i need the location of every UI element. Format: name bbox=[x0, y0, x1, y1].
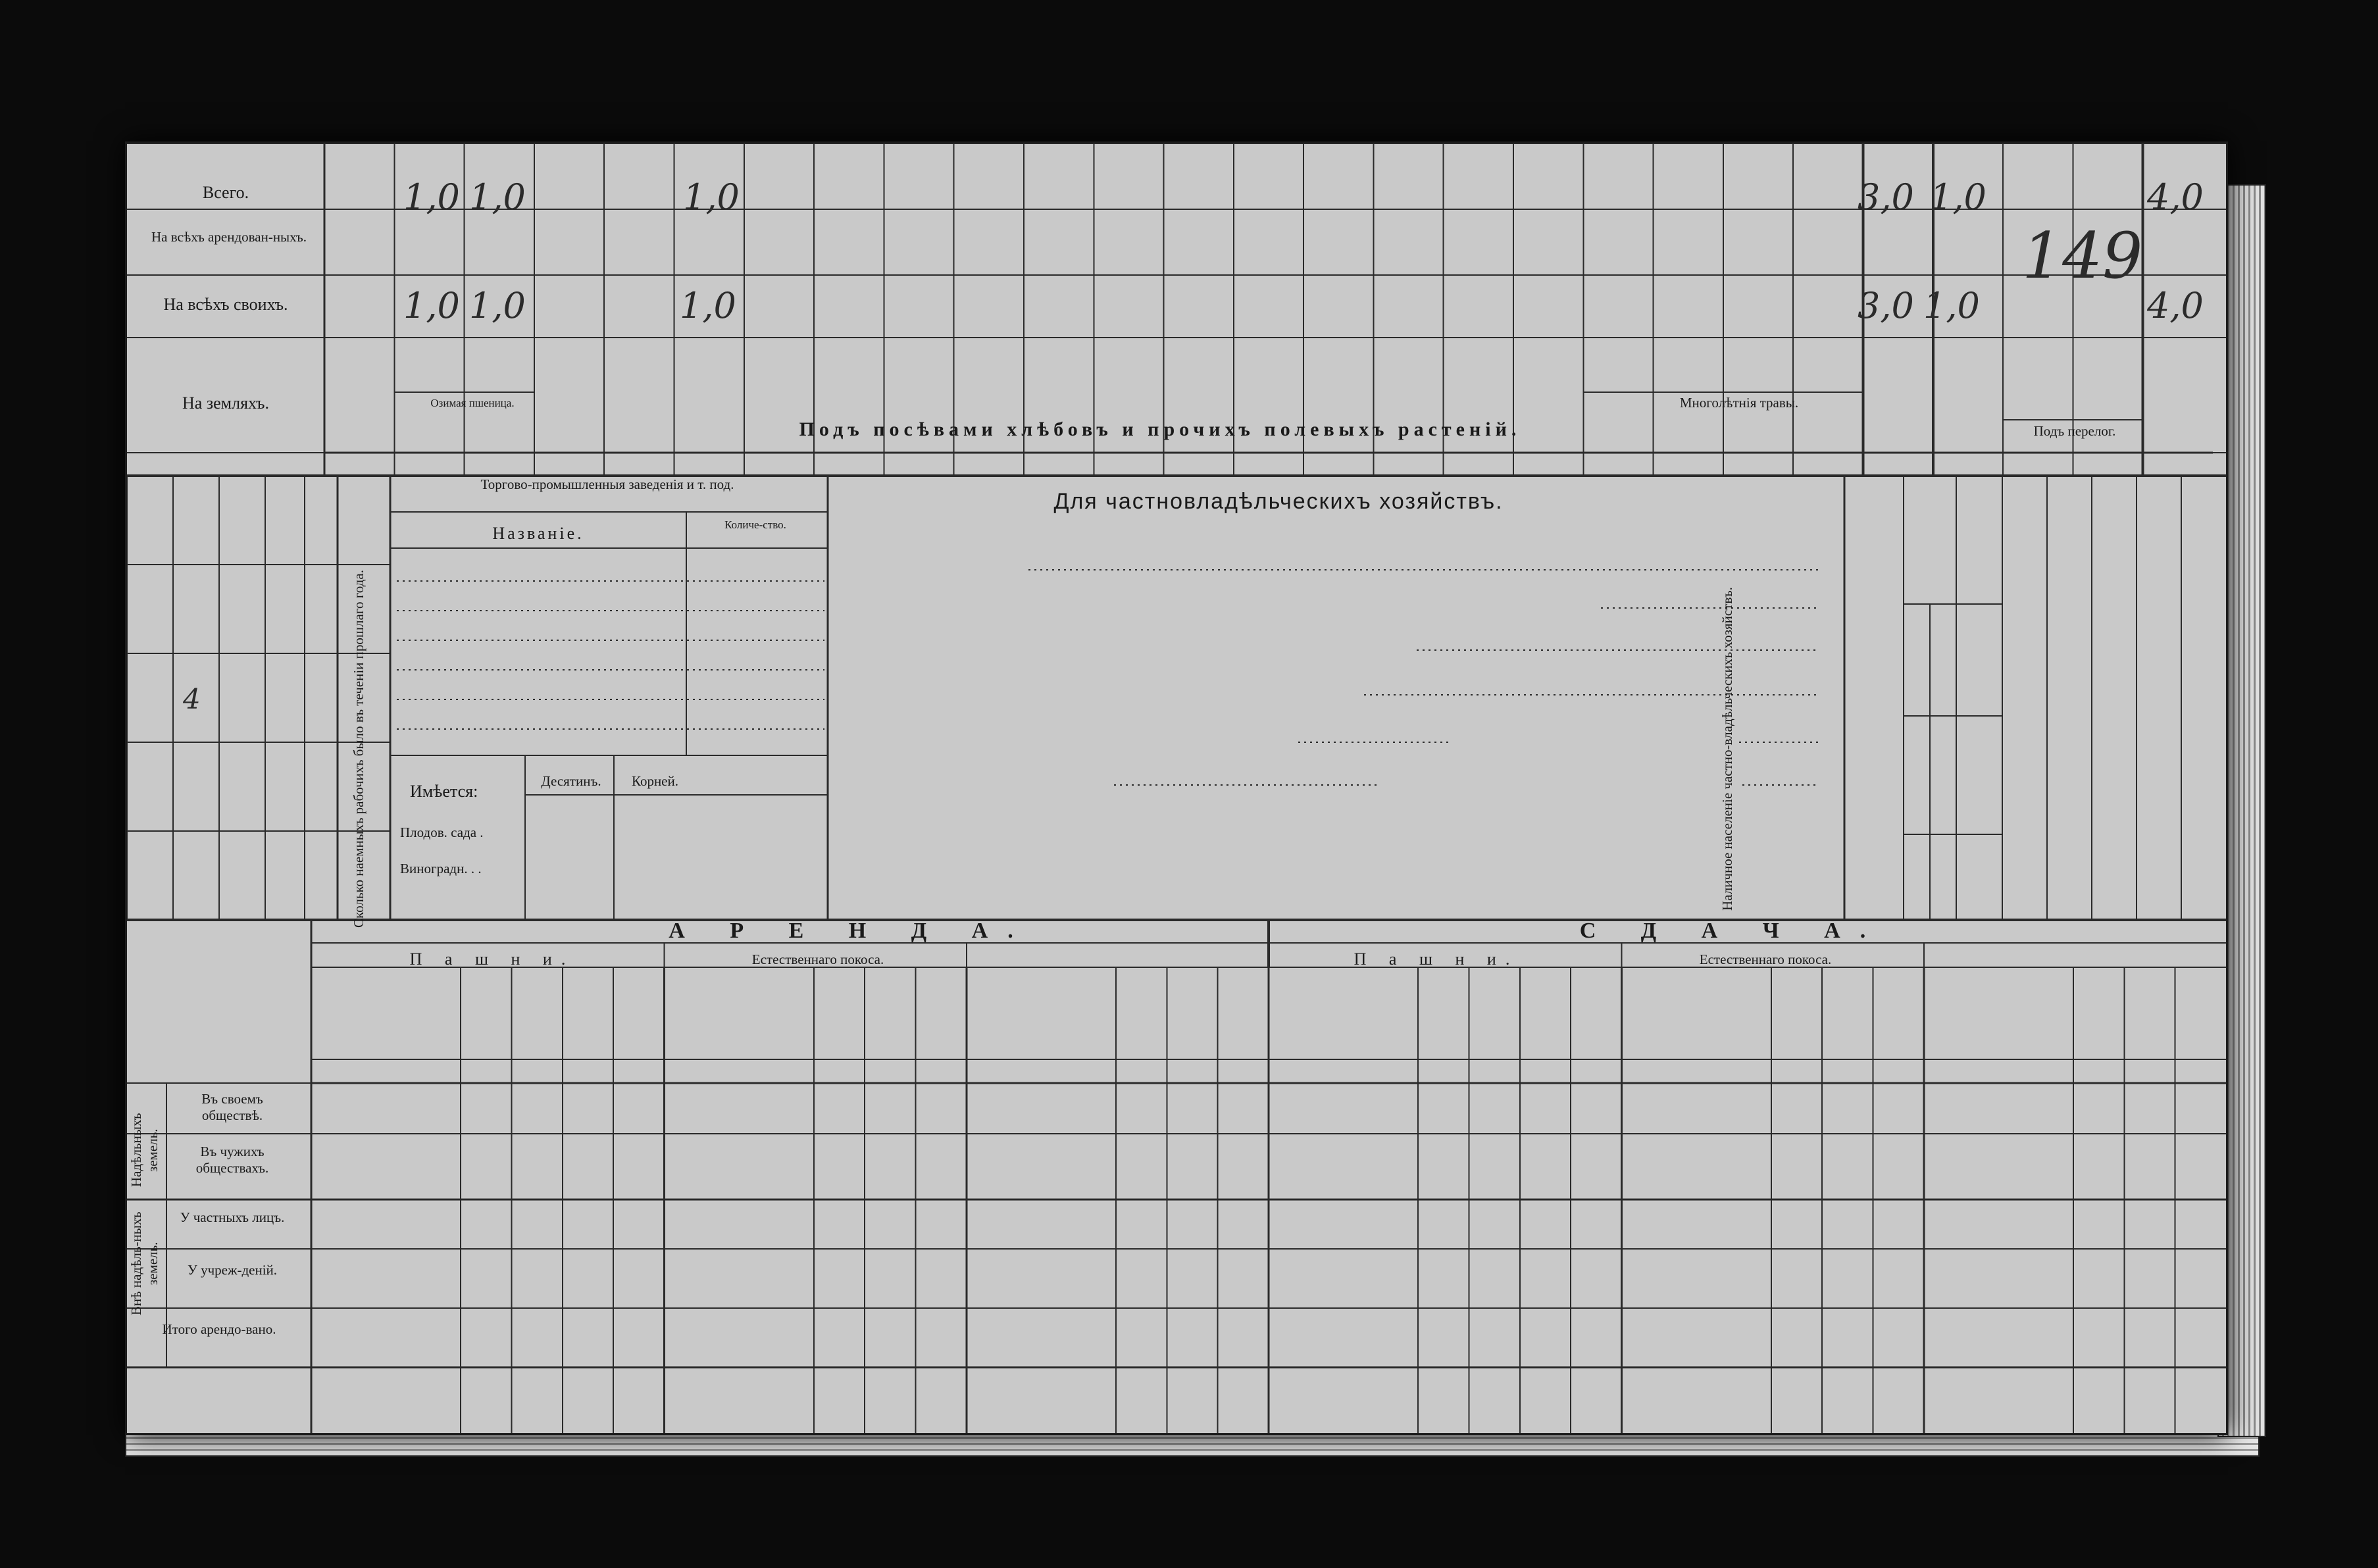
pop-men-total bbox=[1940, 841, 1960, 907]
pop-right-bottom-2 bbox=[2094, 815, 2134, 913]
lease-col-label-123 bbox=[1773, 974, 1821, 1056]
lease-col-label-125 bbox=[1874, 974, 1922, 1056]
lease-col-label-114 bbox=[1117, 974, 1165, 1056]
hw-vsego-79: 1,0 bbox=[469, 176, 526, 218]
pop-num-139 bbox=[1969, 578, 1996, 624]
row-label-svoikh: На всѣхъ своихъ. bbox=[163, 295, 288, 314]
lease-col-label-124 bbox=[1823, 974, 1871, 1056]
crop-col-label-103 bbox=[2146, 344, 2210, 426]
crop-col-label-81 bbox=[607, 344, 671, 426]
sdacha-pashni: П а ш н и. bbox=[1353, 949, 1519, 969]
hw-vsego-100: 1,0 bbox=[1930, 176, 1986, 218]
lease-col-label-118 bbox=[1419, 974, 1467, 1056]
hired-col-num-130 bbox=[163, 482, 203, 558]
row-itogo-arendovano: Итого арендо-вано. bbox=[162, 1321, 276, 1337]
crop-col-label-79 bbox=[467, 344, 532, 426]
crop-col-label-92 bbox=[1376, 344, 1440, 426]
row-label-na-zemlyakh: На земляхъ. bbox=[182, 393, 269, 413]
crop-col-label-98 bbox=[1796, 344, 1860, 426]
group-nadelnye: Надѣльныхъ земель. bbox=[128, 1113, 161, 1188]
crop-col-label-78 bbox=[397, 344, 461, 426]
hw-svoi-100: 1,0 bbox=[1923, 285, 1980, 326]
hw-vsego-99: 3,0 bbox=[1858, 176, 1914, 218]
lease-col-label-129 bbox=[2177, 974, 2225, 1056]
sdacha-title: С Д А Ч А. bbox=[1579, 919, 1886, 943]
hw-vsego-103: 4,0 bbox=[2147, 176, 2204, 218]
pop-right-top-3 bbox=[2139, 486, 2179, 584]
pop-women-total bbox=[1940, 663, 1960, 716]
hw-svoi-78: 1,0 bbox=[403, 285, 460, 326]
lease-col-label-105 bbox=[462, 974, 510, 1056]
pop-women-working bbox=[1933, 611, 1960, 670]
lease-col-label-111 bbox=[866, 974, 914, 1056]
pop-both bbox=[1910, 538, 1956, 601]
crop-col-label-101 bbox=[2006, 344, 2070, 426]
lease-col-label-110 bbox=[815, 974, 863, 1056]
subheader-perelog: Подъ перелог. bbox=[2033, 423, 2116, 439]
hired-col-num-134 bbox=[163, 838, 203, 913]
pop-num-138 bbox=[1969, 644, 1996, 690]
hw-svoi-82: 1,0 bbox=[680, 285, 736, 326]
lease-col-label-108 bbox=[615, 974, 663, 1056]
lease-col-label-121 bbox=[1572, 974, 1620, 1056]
hired-col-num-131 bbox=[163, 571, 203, 647]
crop-col-label-84 bbox=[817, 344, 881, 426]
pop-num-136 bbox=[1969, 808, 1996, 854]
trade-col-name: Названіе. bbox=[492, 524, 584, 543]
pop-right-top-2 bbox=[2094, 486, 2134, 584]
pop-num-135 bbox=[1969, 874, 1996, 920]
lease-col-label-120 bbox=[1521, 974, 1569, 1056]
hired-col-label-130 bbox=[226, 482, 265, 558]
has-label: Имѣется: bbox=[410, 782, 478, 801]
hw-svoi-99: 3,0 bbox=[1858, 285, 1914, 326]
crop-col-label-88 bbox=[1096, 344, 1161, 426]
workers-question: Сколько наемныхъ рабочихъ было въ теченіи прошлаго года. bbox=[351, 570, 367, 928]
trade-title: Торгово-промышленныя заведенія и т. под. bbox=[480, 476, 734, 492]
private-title: Для частновладѣльческихъ хозяйствъ. bbox=[1053, 489, 1504, 514]
crop-col-label-82 bbox=[676, 344, 741, 426]
hired-col-num-132 bbox=[163, 660, 203, 736]
row-svoem: Въ своемъ обществѣ. bbox=[201, 1091, 263, 1123]
row-chastnykh: У частныхъ лицъ. bbox=[180, 1209, 285, 1225]
lease-col-label-127 bbox=[2075, 974, 2123, 1056]
lease-col-label-115 bbox=[1168, 974, 1216, 1056]
subheader-mnogoletnie-travy: Многолѣтнія травы. bbox=[1679, 395, 1799, 411]
hired-col-num-133 bbox=[163, 749, 203, 824]
pop-num-137 bbox=[1969, 709, 1996, 755]
crop-col-label-89 bbox=[1167, 344, 1231, 426]
lease-col-label-107 bbox=[564, 974, 612, 1056]
pop-right-bottom-0 bbox=[2005, 815, 2044, 913]
census-card bbox=[125, 141, 2228, 1435]
crop-col-label-91 bbox=[1306, 344, 1371, 426]
lease-col-label-116 bbox=[1219, 974, 1267, 1056]
crop-col-label-80 bbox=[537, 344, 601, 426]
hired-col-label-132 bbox=[226, 660, 265, 736]
pop-right-bottom-4 bbox=[2184, 815, 2223, 913]
hired-col-label-131 bbox=[226, 571, 265, 647]
pop-right-top-1 bbox=[2050, 486, 2089, 584]
lease-col-label-128 bbox=[2125, 974, 2173, 1056]
crop-col-label-99 bbox=[1866, 344, 1931, 426]
lease-col-label-119 bbox=[1471, 974, 1519, 1056]
pop-right-bottom-1 bbox=[2050, 815, 2089, 913]
hw-vsego-82: 1,0 bbox=[683, 176, 740, 218]
sdacha-pokos: Естественнаго покоса. bbox=[1699, 951, 1832, 967]
row-vinogradniki: Виноградн. . . bbox=[400, 861, 482, 876]
row-uchrezhdeniy: У учреж-деній. bbox=[187, 1262, 278, 1278]
row-label-vsego: Всего. bbox=[202, 183, 249, 202]
hw-svoi-79: 1,0 bbox=[469, 285, 526, 326]
subheader-ozimaya-pshenitsa: Озимая пшеница. bbox=[430, 397, 515, 409]
row-sady: Плодов. сада . bbox=[400, 824, 484, 840]
arenda-pashni: П а ш н и. bbox=[409, 949, 575, 969]
crop-col-label-96 bbox=[1656, 344, 1721, 426]
crop-col-label-86 bbox=[957, 344, 1021, 426]
crop-col-label-95 bbox=[1586, 344, 1650, 426]
crop-col-label-90 bbox=[1236, 344, 1301, 426]
lease-col-label-112 bbox=[917, 974, 965, 1056]
crop-col-label-83 bbox=[747, 344, 811, 426]
trade-col-qty: Количе-ство. bbox=[724, 518, 786, 531]
lease-col-label-106 bbox=[513, 974, 561, 1056]
arenda-title: А Р Е Н Д А. bbox=[669, 919, 1033, 943]
crop-col-label-100 bbox=[1936, 344, 2000, 426]
crop-col-label-94 bbox=[1516, 344, 1581, 426]
crop-col-label-102 bbox=[2075, 344, 2140, 426]
col-desyatin: Десятинъ. bbox=[541, 773, 601, 789]
arenda-pokos: Естественнаго покоса. bbox=[751, 951, 884, 967]
pop-right-top-4 bbox=[2184, 486, 2223, 584]
crop-band-title: Подъ посѣвами хлѣбовъ и прочихъ полевыхъ растеній. bbox=[799, 418, 1521, 440]
pop-men bbox=[1907, 775, 1933, 907]
row-label-arendovannykh: На всѣхъ арендован-ныхъ. bbox=[151, 229, 307, 245]
pop-right-bottom-3 bbox=[2139, 815, 2179, 913]
group-vne-nadelnykh: Внѣ надѣль-ныхъ земель. bbox=[128, 1211, 161, 1316]
hw-svoi-103: 4,0 bbox=[2147, 285, 2204, 326]
hired-col-label-134 bbox=[226, 838, 265, 913]
pop-women bbox=[1907, 617, 1933, 716]
crop-col-label-97 bbox=[1726, 344, 1790, 426]
population-title: Наличное населеніе частно-владѣльческихъ хозяйствъ. bbox=[1719, 587, 1735, 911]
crop-col-label-87 bbox=[1026, 344, 1091, 426]
hw-page-mark: 149 bbox=[2022, 219, 2143, 293]
col-korney: Корней. bbox=[631, 773, 678, 789]
crop-col-label-77 bbox=[327, 344, 392, 426]
hw-vsego-78: 1,0 bbox=[403, 176, 460, 218]
row-chuzhikh: Въ чужихъ обществахъ. bbox=[195, 1144, 269, 1176]
pop-right-top-0 bbox=[2005, 486, 2044, 584]
crop-col-label-85 bbox=[886, 344, 951, 426]
hired-col-label-133 bbox=[226, 749, 265, 824]
pop-men-working bbox=[1933, 775, 1960, 834]
hw-left-mark: 4 bbox=[183, 683, 201, 715]
crop-col-label-93 bbox=[1446, 344, 1511, 426]
